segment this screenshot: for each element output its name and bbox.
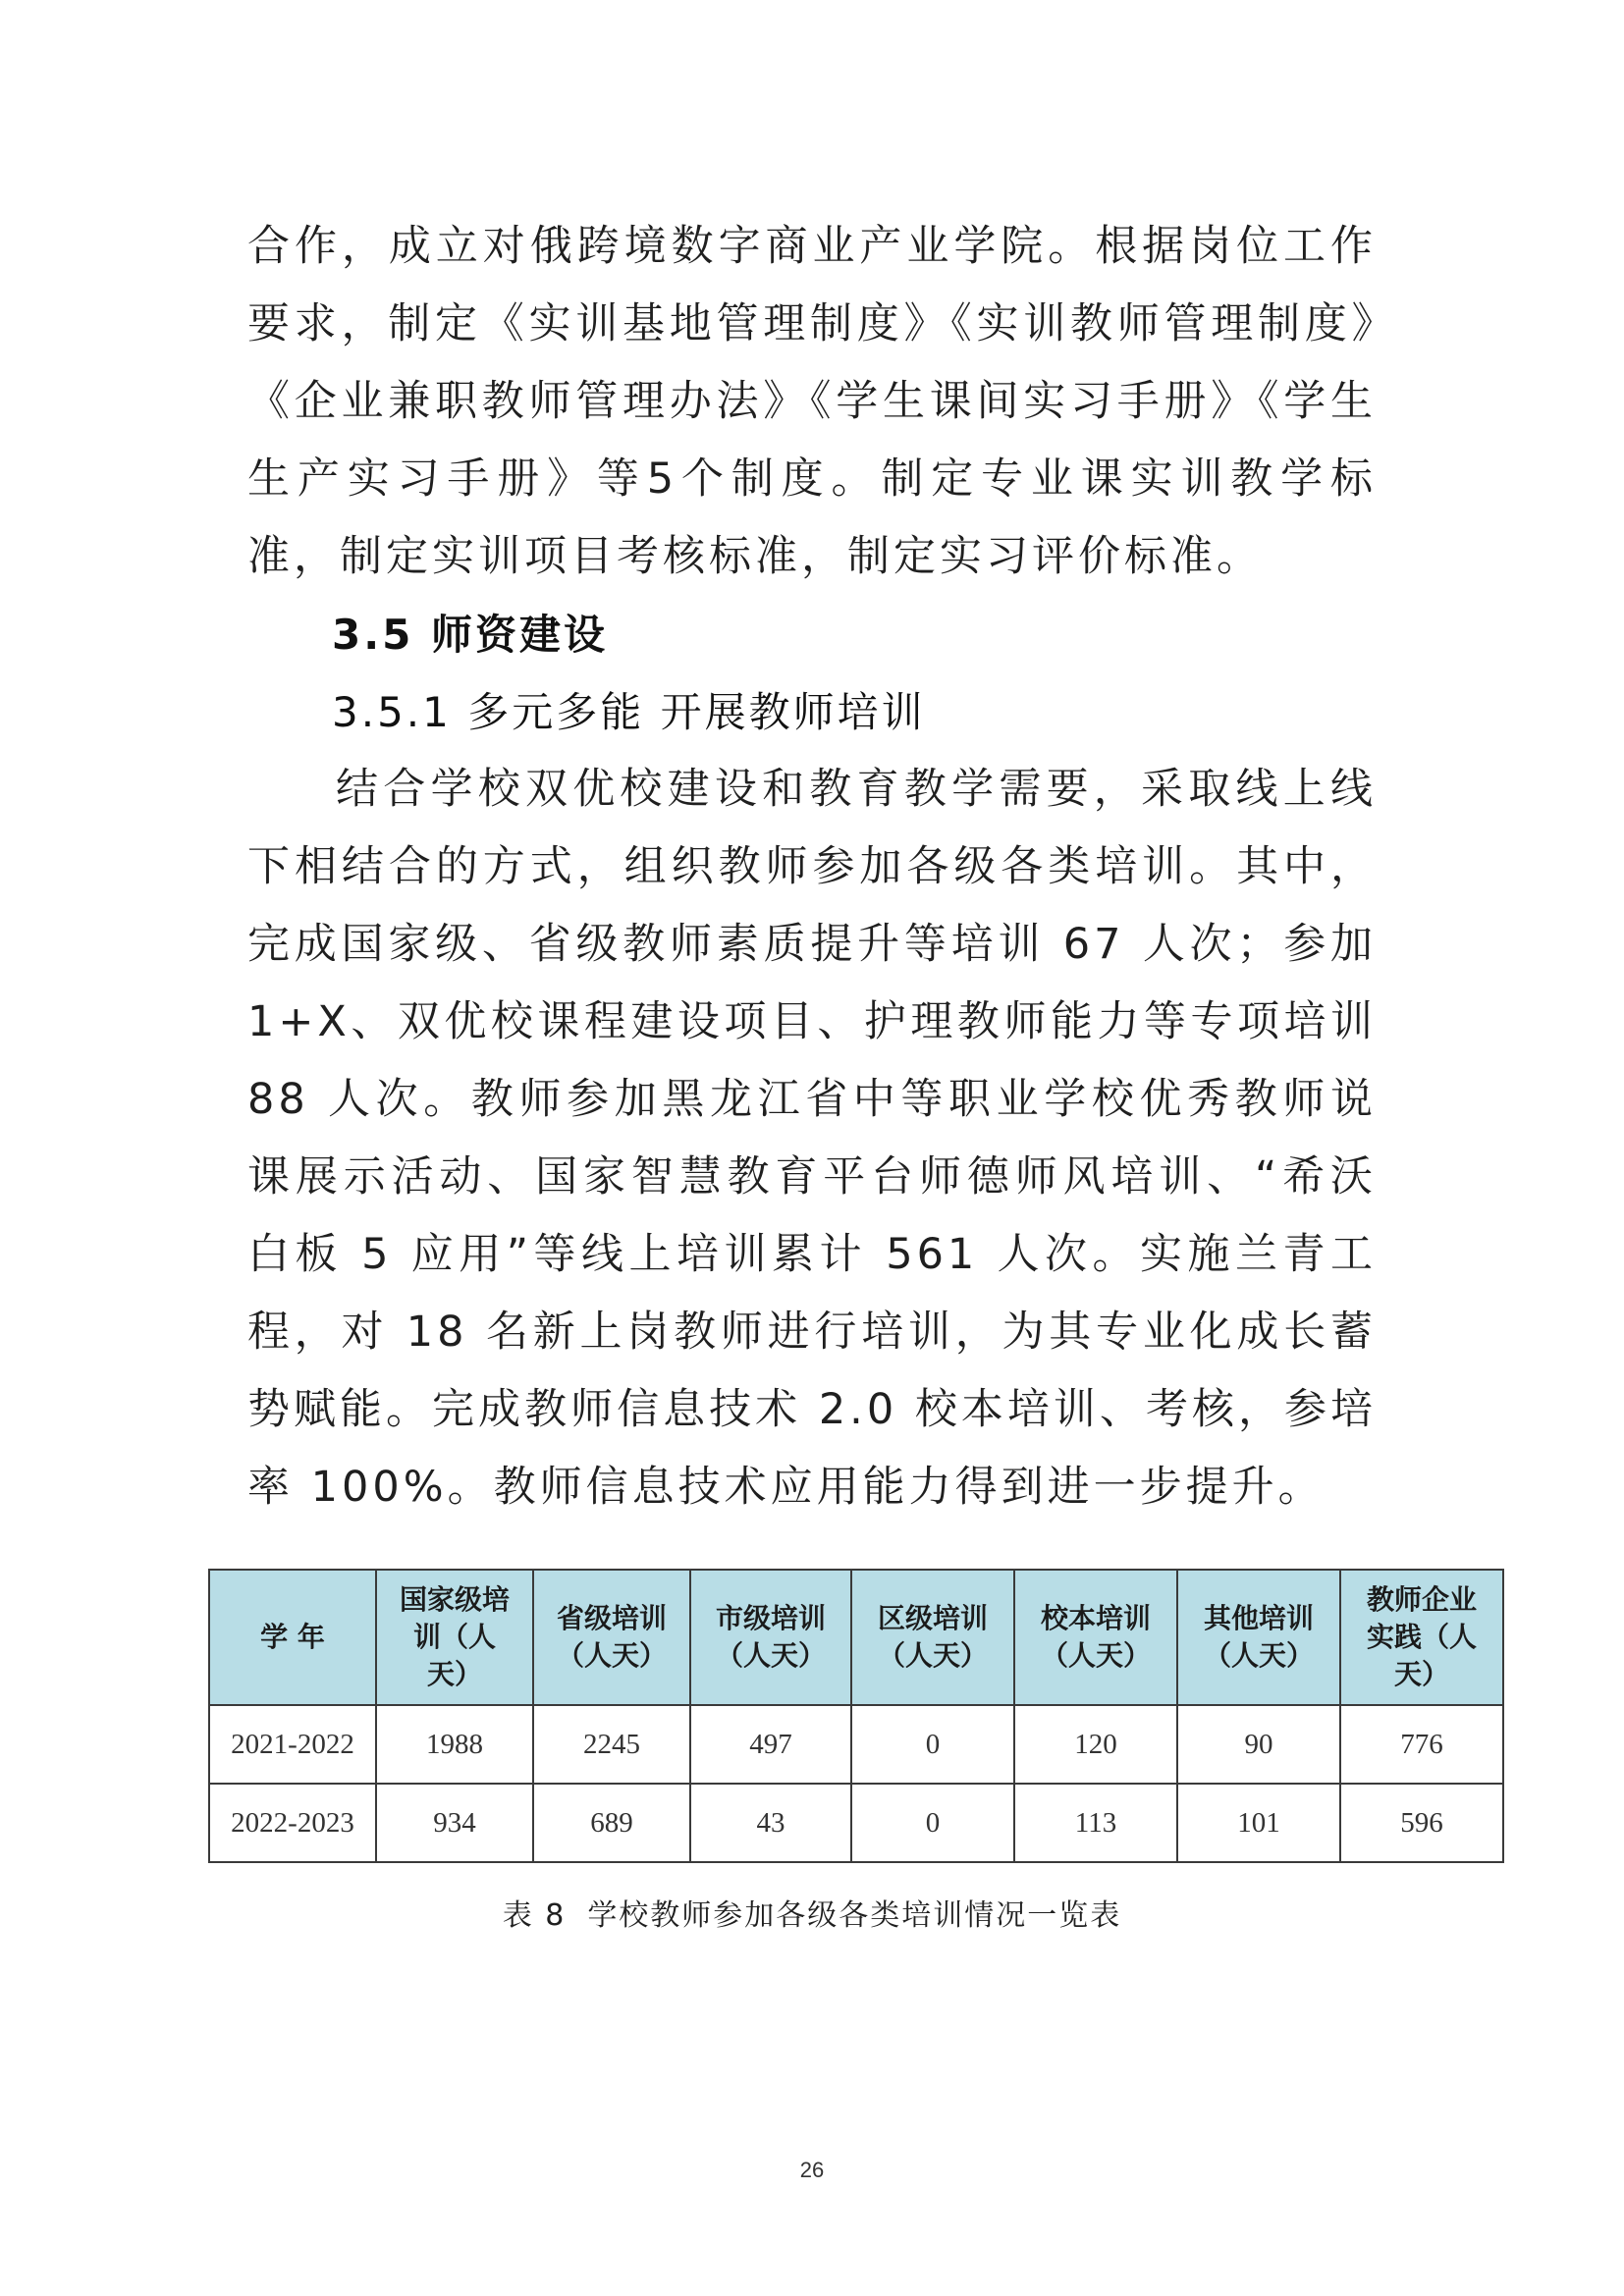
header-cell-district: 区级培训（人天）	[851, 1570, 1014, 1705]
table-cell: 2022-2023	[209, 1784, 376, 1862]
body-content	[247, 208, 1377, 1526]
table-cell: 2245	[533, 1705, 690, 1784]
header-cell-provincial: 省级培训（人天）	[533, 1570, 690, 1705]
table-cell: 2021-2022	[209, 1705, 376, 1784]
table-cell: 1988	[376, 1705, 533, 1784]
table-cell: 689	[533, 1784, 690, 1862]
table-cell: 90	[1177, 1705, 1340, 1784]
paragraph-continued: 合作，成立对俄跨境数字商业产业学院。根据岗位工作要求，制定《实训基地管理制度》《实训教师管理制度》《企业兼职教师管理办法》《学生课间实习手册》《学生生产实习手册》等5个制度。制定专业课实训教学标准，制定实训项目考核标准，制定实习评价标准。	[247, 222, 1377, 581]
table-row	[209, 1705, 1503, 1784]
header-cell-other: 其他培训（人天）	[1177, 1570, 1340, 1705]
table-caption-text: 学校教师参加各级各类培训情况一览表	[587, 1898, 1122, 1933]
table-cell: 497	[690, 1705, 851, 1784]
header-cell-year: 学 年	[209, 1570, 376, 1705]
header-cell-school: 校本培训（人天）	[1014, 1570, 1177, 1705]
table-caption-label: 表 8	[502, 1898, 567, 1933]
table-cell: 934	[376, 1784, 533, 1862]
table-cell: 0	[851, 1784, 1014, 1862]
table-cell: 43	[690, 1784, 851, 1862]
table-cell: 776	[1340, 1705, 1503, 1784]
header-cell-municipal: 市级培训（人天）	[690, 1570, 851, 1705]
page-number: 26	[799, 2158, 825, 2182]
table-cell: 101	[1177, 1784, 1340, 1862]
table-cell: 120	[1014, 1705, 1177, 1784]
training-table-wrapper	[208, 1569, 1502, 1863]
table-row	[209, 1784, 1503, 1862]
table-cell: 0	[851, 1705, 1014, 1784]
subsection-heading: 3.5.1 多元多能 开展教师培训	[332, 688, 926, 736]
header-cell-enterprise: 教师企业实践（人天）	[1340, 1570, 1503, 1705]
table-cell: 113	[1014, 1784, 1177, 1862]
table-cell: 596	[1340, 1784, 1503, 1862]
section-heading: 3.5 师资建设	[332, 611, 609, 659]
table-caption	[0, 1891, 1624, 1934]
header-cell-national: 国家级培训（人天）	[376, 1570, 533, 1705]
training-table	[208, 1569, 1504, 1863]
paragraph-training: 结合学校双优校建设和教育教学需要，采取线上线下相结合的方式，组织教师参加各级各类培训。其中，完成国家级、省级教师素质提升等培训 67 人次；参加 1+X、双优校课程建设项目、护理教师能力等专项培训 88 人次。教师参加黑龙江省中等职业学校优秀教师说课展示活动、国家智慧教育平台师德师风培训、“希沃白板 5 应用”等线上培训累计 561 人次。实施兰青工程，对 18 名新上岗教师进行培训，为其专业化成长蓄势赋能。完成教师信息技术 2.0 校本培训、考核，参培率 100%。教师信息技术应用能力得到进一步提升。	[247, 765, 1377, 1512]
table-header-row	[209, 1570, 1503, 1705]
